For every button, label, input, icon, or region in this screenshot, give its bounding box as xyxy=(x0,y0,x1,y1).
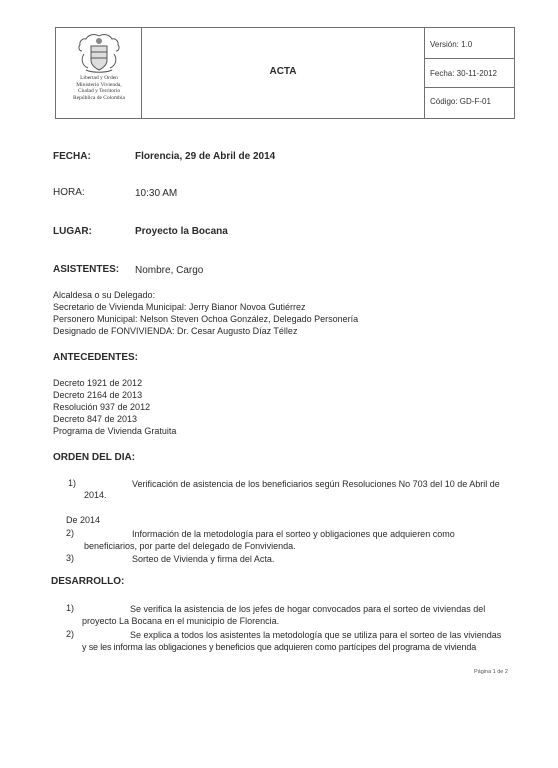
hora-value: 10:30 AM xyxy=(135,188,178,199)
attendee-line: Secretario de Vivienda Municipal: Jerry Bianor Novoa Gutiérrez xyxy=(53,302,306,312)
lugar-label: LUGAR: xyxy=(53,226,92,237)
orden-item-text: Verificación de asistencia de los beneficiarios según Resoluciones No 703 del 10 de Abril de xyxy=(132,479,500,489)
fecha-label: FECHA: xyxy=(53,151,91,162)
attendee-line: Designado de FONVIVIENDA: Dr. Cesar Augusto Díaz Téllez xyxy=(53,326,298,336)
desarrollo-item-text: Se explica a todos los asistentes la metodología que se utiliza para el sorteo de las viviendas xyxy=(130,630,502,640)
header-divider xyxy=(424,58,514,59)
asistentes-label: ASISTENTES: xyxy=(53,264,120,275)
document-header xyxy=(55,27,515,119)
header-divider xyxy=(424,87,514,88)
orden-heading: ORDEN DEL DIA: xyxy=(53,452,136,463)
page-number: Página 1 de 2 xyxy=(474,669,508,675)
orden-stray-text: De 2014 xyxy=(66,515,101,525)
desarrollo-item-text: proyecto La Bocana en el municipio de Florencia. xyxy=(82,616,280,626)
antecedente-item: Decreto 2164 de 2013 xyxy=(53,390,143,400)
orden-item-text: beneficiarios, por parte del delegado de Fonvivienda. xyxy=(84,541,296,551)
date-label: Fecha: 30-11-2012 xyxy=(430,69,498,78)
desarrollo-item-number: 2) xyxy=(66,629,75,639)
antecedente-item: Resolución 937 de 2012 xyxy=(53,402,151,412)
document-title: ACTA xyxy=(269,66,297,77)
desarrollo-item-text: Se verifica la asistencia de los jefes de hogar convocados para el sorteo de viviendas del xyxy=(130,604,486,614)
organization-name: Libertad y Orden Ministerio Vivienda, Ciudad y Territorio República de Colombia xyxy=(73,75,125,101)
orden-item-number: 3) xyxy=(66,553,75,563)
orden-item-number: 1) xyxy=(68,478,77,488)
orden-item-text: Sorteo de Vivienda y firma del Acta. xyxy=(132,554,275,564)
asistentes-value: Nombre, Cargo xyxy=(135,265,204,276)
antecedentes-heading: ANTECEDENTES: xyxy=(53,352,139,363)
antecedente-item: Decreto 847 de 2013 xyxy=(53,414,138,424)
desarrollo-heading: DESARROLLO: xyxy=(51,576,125,587)
lugar-value: Proyecto la Bocana xyxy=(135,226,228,237)
antecedente-item: Programa de Vivienda Gratuita xyxy=(53,426,177,436)
coat-of-arms-icon xyxy=(74,32,124,74)
attendee-line: Alcaldesa o su Delegado: xyxy=(53,290,156,300)
orden-item-number: 2) xyxy=(66,528,75,538)
code-label: Código: GD-F-01 xyxy=(430,97,491,106)
attendee-line: Personero Municipal: Nelson Steven Ochoa González, Delegado Personería xyxy=(53,314,359,324)
version-label: Versión: 1.0 xyxy=(430,40,473,49)
antecedente-item: Decreto 1921 de 2012 xyxy=(53,378,143,388)
desarrollo-item-number: 1) xyxy=(66,603,75,613)
orden-item-text: 2014. xyxy=(84,490,107,500)
fecha-value: Florencia, 29 de Abril de 2014 xyxy=(135,151,276,162)
hora-label: HORA: xyxy=(53,187,85,198)
desarrollo-item-text: y se les informa las obligaciones y beneficios que adquieren como partícipes del programa de vivienda xyxy=(82,642,477,652)
orden-item-text: Información de la metodología para el sorteo y obligaciones que adquieren como xyxy=(132,529,455,539)
header-divider xyxy=(424,28,425,118)
